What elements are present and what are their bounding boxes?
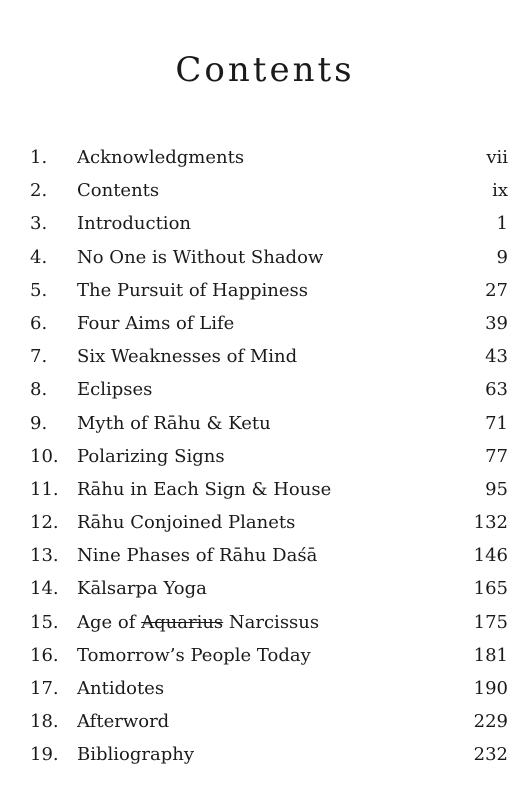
toc-entry (30, 309, 508, 342)
toc-entry (30, 608, 508, 641)
toc-entry-page: 9 (496, 246, 508, 268)
toc-entry-title: Myth of Rāhu & Ketu (77, 412, 271, 434)
toc-entry-number: 10. (30, 445, 59, 467)
toc-entry (30, 475, 508, 508)
toc-entry (30, 574, 508, 607)
toc-entry-title: Six Weaknesses of Mind (77, 346, 298, 368)
toc-entry-page: ix (492, 180, 508, 202)
toc-entry-title: Four Aims of Life (77, 312, 235, 334)
toc-entry-page: 165 (473, 578, 508, 600)
toc-entry-number: 1. (30, 147, 48, 168)
toc-entry-number: 9. (30, 412, 48, 434)
toc-entry-title: Nine Phases of Rāhu Daśā (77, 545, 318, 567)
toc-entry-page: vii (486, 147, 508, 168)
toc-entry-number: 13. (30, 545, 59, 567)
toc-entry-title: Bibliography (77, 744, 194, 766)
toc-entry (30, 342, 508, 375)
toc-entry-page: 232 (473, 744, 508, 766)
toc-entry-number: 8. (30, 379, 48, 401)
toc-entry (30, 143, 508, 176)
toc-entry (30, 508, 508, 541)
toc-entry-number: 18. (30, 711, 59, 733)
toc-entry-title: Introduction (77, 213, 191, 235)
toc-entry-page: 181 (473, 644, 508, 666)
toc-entry-number: 14. (30, 578, 59, 600)
toc-entry-page: 71 (485, 412, 508, 434)
toc-entry-page: 1 (496, 213, 508, 235)
toc-entry-title: Contents (77, 180, 160, 202)
toc-entry (30, 541, 508, 574)
toc-entry-title: The Pursuit of Happiness (77, 279, 308, 301)
toc-entry-page: 39 (485, 312, 508, 334)
toc-entry-title: Rāhu in Each Sign & House (77, 478, 332, 500)
toc-entry-title: Eclipses (77, 379, 153, 401)
toc-entry-title (77, 608, 319, 638)
toc-entry-title: Tomorrow’s People Today (77, 644, 311, 666)
toc-entry-number: 4. (30, 246, 48, 268)
toc-entry (30, 243, 508, 276)
toc-entry (30, 276, 508, 309)
struck-through-word: Aquarius (141, 611, 224, 633)
toc-entry-page: 77 (485, 445, 508, 467)
toc-entry (30, 409, 508, 442)
toc-entry-page: 43 (485, 346, 508, 368)
toc-entry-number: 6. (30, 312, 48, 334)
toc-entry-title-suffix: Narcissus (223, 611, 320, 633)
toc-entry (30, 442, 508, 475)
toc-entry-page: 146 (473, 545, 508, 567)
toc-entry-title: No One is Without Shadow (77, 246, 324, 268)
toc-entry (30, 740, 508, 773)
toc-entry-title: Antidotes (77, 678, 165, 699)
toc-entry-title: Afterword (77, 711, 170, 733)
toc-entry-page: 63 (485, 379, 508, 401)
toc-entry (30, 674, 508, 707)
toc-entry-number: 15. (30, 611, 59, 633)
toc-entry-title-prefix: Age of (77, 611, 142, 633)
toc-entry-number: 5. (30, 279, 48, 301)
toc-entry-title: Polarizing Signs (77, 445, 225, 467)
toc-entry-page: 190 (473, 678, 508, 699)
toc-entry-number: 16. (30, 644, 59, 666)
toc-entry-number: 11. (30, 478, 59, 500)
toc-entry-number: 2. (30, 180, 48, 202)
toc-entry-number: 7. (30, 346, 48, 368)
toc-entry-page: 132 (473, 512, 508, 534)
toc-entry (30, 209, 508, 242)
toc-entry-number: 19. (30, 744, 59, 766)
toc-entry (30, 641, 508, 674)
toc-entry-page: 27 (485, 279, 508, 301)
toc-entry-number: 17. (30, 678, 59, 699)
toc-entry-title: Rāhu Conjoined Planets (77, 512, 296, 534)
toc-entry-title: Kālsarpa Yoga (77, 578, 207, 600)
toc-entry (30, 707, 508, 740)
toc-entry (30, 176, 508, 209)
toc-entry-page: 95 (485, 478, 508, 500)
toc-entry-number: 3. (30, 213, 48, 235)
toc-entry-title: Acknowledgments (77, 147, 245, 168)
table-of-contents (30, 143, 508, 774)
toc-entry-number: 12. (30, 512, 59, 534)
page-title: Contents (175, 50, 355, 90)
toc-entry (30, 375, 508, 408)
toc-entry-page: 175 (473, 611, 508, 633)
toc-entry-page: 229 (473, 711, 508, 733)
